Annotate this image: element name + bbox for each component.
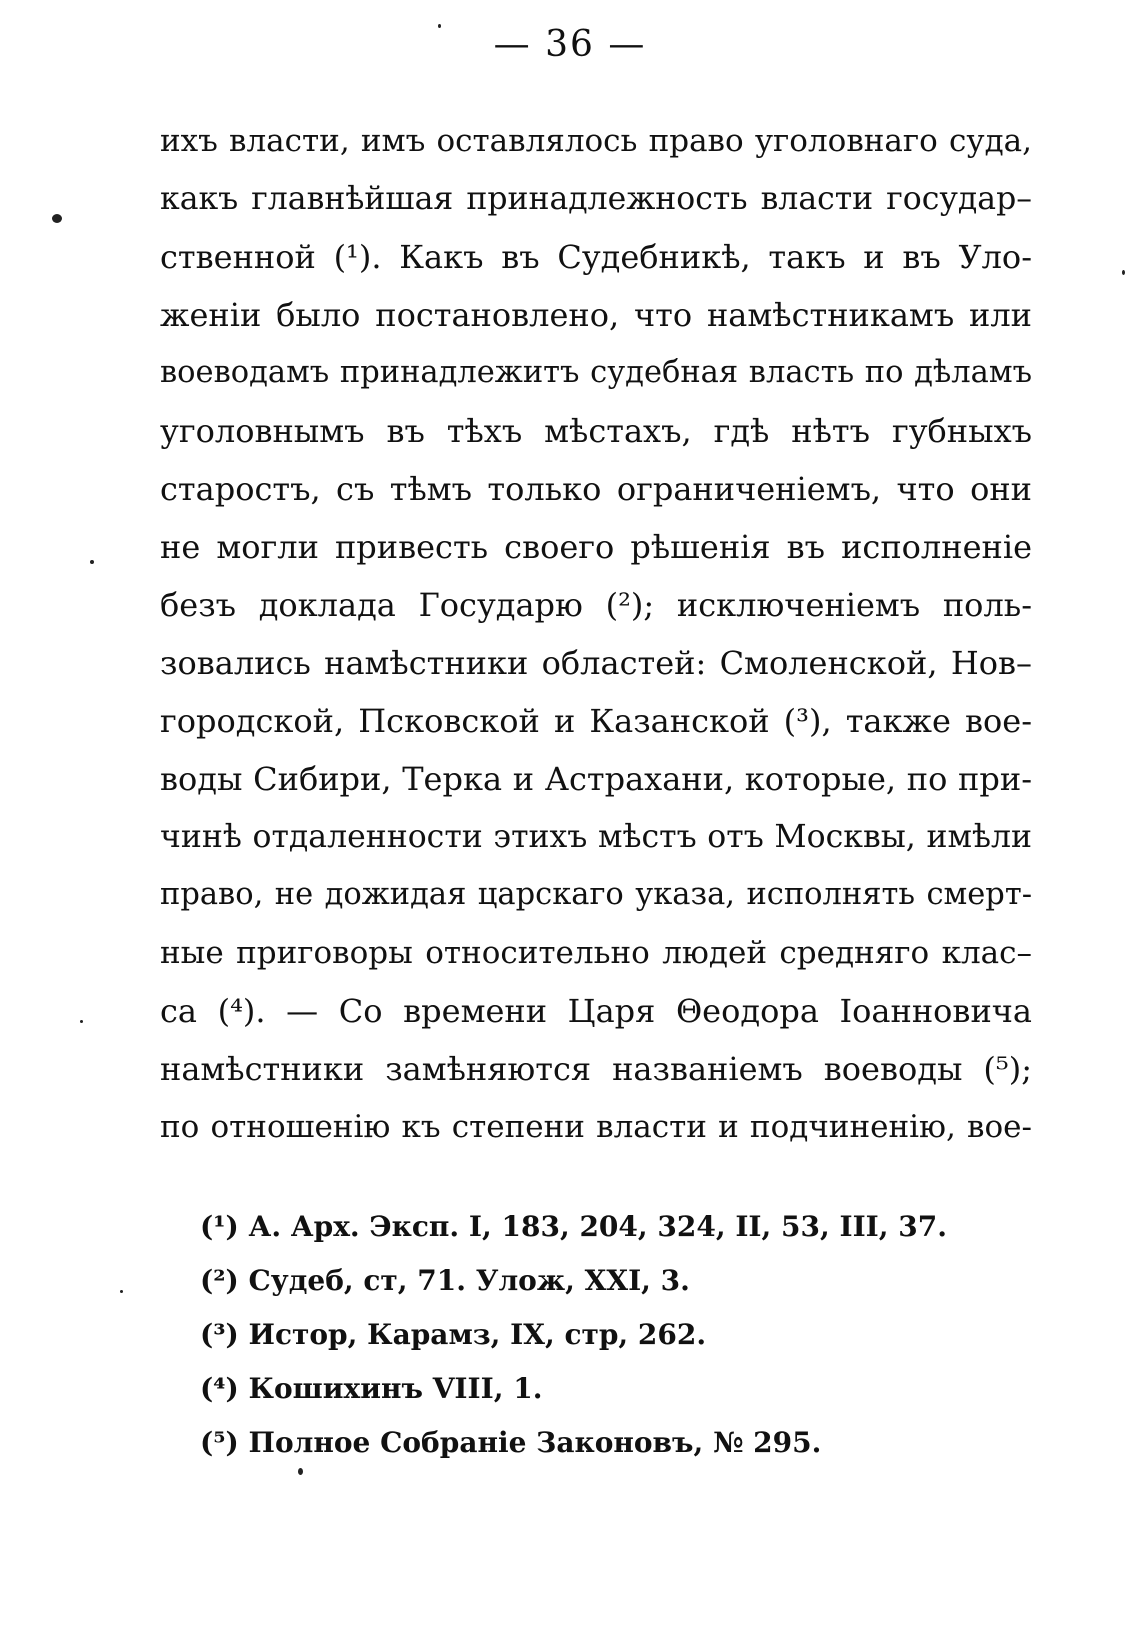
text-line: право, не дожидая царскаго указа, исполнять смерт- <box>160 877 1032 912</box>
text-line: безъ доклада Государю (²); исключеніемъ поль- <box>160 586 1032 624</box>
scan-speck <box>1122 270 1125 275</box>
text-line: какъ главнѣйшая принадлежность власти государ– <box>160 181 1032 217</box>
scan-speck <box>52 214 62 223</box>
text-line: по отношенію къ степени власти и подчиненію, вое- <box>160 1109 1032 1145</box>
text-line: ихъ власти, имъ оставлялось право уголовнаго суда, <box>160 123 1032 159</box>
footnote-3: (³) Истор, Карамз, IX, стр, 262. <box>200 1318 707 1351</box>
footnote-4: (⁴) Кошихинъ VIII, 1. <box>200 1372 543 1405</box>
text-line: чинѣ отдаленности этихъ мѣстъ отъ Москвы, имѣли <box>160 819 1032 855</box>
footnote-5: (⁵) Полное Собраніе Законовъ, № 295. <box>200 1426 822 1459</box>
text-line: воды Сибири, Терка и Астрахани, которые, по при- <box>160 760 1032 798</box>
text-line: ные приговоры относительно людей средняго клас– <box>160 935 1032 971</box>
footnotes <box>200 1200 1040 1470</box>
text-line: городской, Псковской и Казанской (³), также вое- <box>160 702 1032 740</box>
text-line: намѣстники замѣняются названіемъ воеводы (⁵); <box>160 1050 1032 1088</box>
text-line: воеводамъ принадлежитъ судебная власть по дѣламъ <box>160 355 1032 390</box>
scan-speck <box>90 560 94 564</box>
text-line: женіи было постановлено, что намѣстникамъ или <box>160 296 1032 334</box>
scan-speck <box>80 1020 83 1023</box>
text-line: ственной (¹). Какъ въ Судебникѣ, такъ и въ Уло- <box>160 238 1032 276</box>
text-line: зовались намѣстники областей: Смоленской, Нов– <box>160 644 1032 682</box>
footnote-2: (²) Судеб, ст, 71. Улож, XXI, 3. <box>200 1264 690 1297</box>
body-text <box>160 112 1032 1156</box>
scan-speck <box>438 24 441 28</box>
footnote-1: (¹) А. Арх. Эксп. I, 183, 204, 324, II, 53, III, 37. <box>200 1210 947 1243</box>
scan-speck <box>120 1290 123 1293</box>
page-number: — 36 — <box>493 24 647 65</box>
text-line: са (⁴). — Со времени Царя Θеодора Іоанновича <box>160 992 1032 1030</box>
scan-speck <box>298 1468 303 1475</box>
text-line: старостъ, съ тѣмъ только ограниченіемъ, что они <box>160 470 1032 508</box>
text-line: не могли привесть своего рѣшенія въ исполненіе <box>160 528 1032 566</box>
text-line: уголовнымъ въ тѣхъ мѣстахъ, гдѣ нѣтъ губныхъ <box>160 412 1032 450</box>
